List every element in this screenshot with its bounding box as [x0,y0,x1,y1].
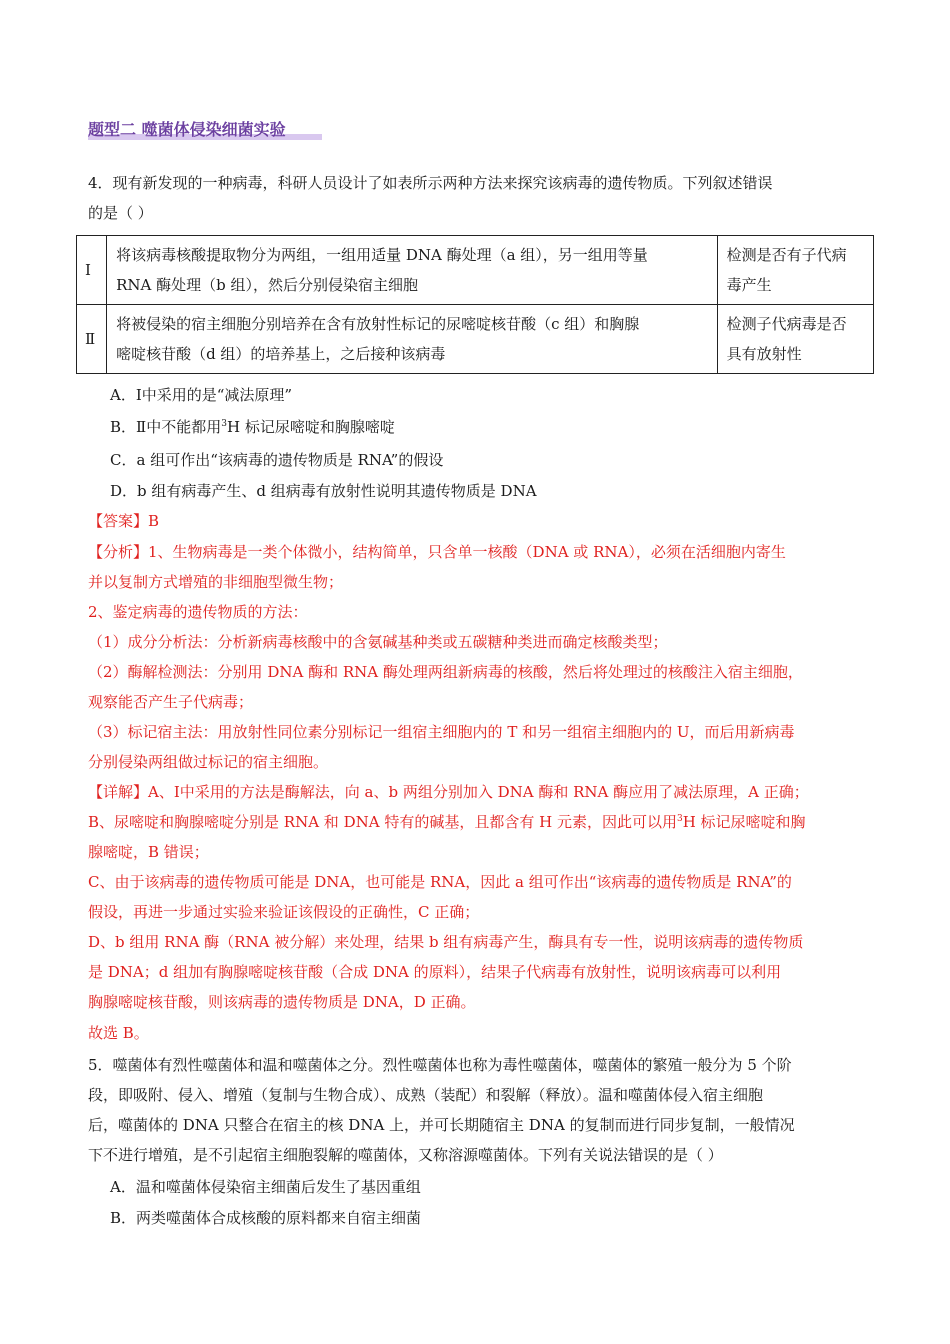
result-cell [717,305,873,374]
detail-line: C、由于该病毒的遗传物质可能是 DNA，也可能是 RNA，因此 a 组可作出“该病毒的遗传物质是 RNA”的 [88,873,792,891]
q5-option-b: B．两类噬菌体合成核酸的原料都来自宿主细菌 [110,1209,422,1227]
section-heading: 题型二 噬菌体侵染细菌实验 [88,120,286,139]
conclusion: 故选 B。 [88,1024,149,1042]
q5-stem-line: 段，即吸附、侵入、增殖（复制与生物合成）、成熟（装配）和裂解（释放）。温和噬菌体侵入宿主细胞 [88,1086,764,1104]
q5-stem-line: 5．噬菌体有烈性噬菌体和温和噬菌体之分。烈性噬菌体也称为毒性噬菌体，噬菌体的繁殖一般分为 5 个阶 [88,1056,792,1074]
method-cell [107,236,718,305]
q4-stem-line1: 4．现有新发现的一种病毒，科研人员设计了如表所示两种方法来探究该病毒的遗传物质。下列叙述错误 [88,174,773,192]
detail-line: 腺嘧啶，B 错误； [88,843,209,861]
answer: 【答案】B [88,512,160,530]
method-line: RNA 酶处理（b 组），然后分别侵染宿主细胞 [116,276,418,294]
option-b-text: B．Ⅱ中不能都用 [110,418,222,436]
q5-option-a: A．温和噬菌体侵染宿主细菌后发生了基因重组 [110,1178,421,1196]
table-row [77,305,874,374]
row-id: Ⅰ [77,236,107,305]
method-line: 将该病毒核酸提取物分为两组，一组用适量 DNA 酶处理（a 组），另一组用等量 [116,246,648,264]
detail-line: 胸腺嘧啶核苷酸，则该病毒的遗传物质是 DNA，D 正确。 [88,993,476,1011]
method-cell [107,305,718,374]
q4-option-a: A．Ⅰ中采用的是“减法原理” [110,386,293,404]
detail-line: 是 DNA；d 组加有胸腺嘧啶核苷酸（合成 DNA 的原料），结果子代病毒有放射性，说明该病毒可以利用 [88,963,782,981]
detail-line: 假设，再进一步通过实验来验证该假设的正确性，C 正确； [88,903,480,921]
detail-text: B、尿嘧啶和胸腺嘧啶分别是 RNA 和 DNA 特有的碱基，且都含有 H 元素，因此可以用 [88,813,677,831]
isotope-superscript: 3 [676,814,683,824]
detail-line: 【详解】A、Ⅰ中采用的方法是酶解法，向 a、b 两组分别加入 DNA 酶和 RNA 酶应用了减法原理，A 正确； [88,783,809,801]
method-line: 嘧啶核苷酸（d 组）的培养基上，之后接种该病毒 [116,345,446,363]
experiment-table [76,235,874,374]
detail-line: D、b 组用 RNA 酶（RNA 被分解）来处理，结果 b 组有病毒产生，酶具有专一性，说明该病毒的遗传物质 [88,933,804,951]
analysis-line: 【分析】1、生物病毒是一类个体微小，结构简单，只含单一核酸（DNA 或 RNA），必须在活细胞内寄生 [88,543,786,561]
result-cell [717,236,873,305]
q4-stem-line2: 的是（ ） [88,204,153,222]
analysis-line: （1）成分分析法：分析新病毒核酸中的含氨碱基种类或五碳糖种类进而确定核酸类型； [88,633,668,651]
option-b-text: H 标记尿嘧啶和胸腺嘧啶 [226,418,395,436]
table-row [77,236,874,305]
q4-option-c: C．a 组可作出“该病毒的遗传物质是 RNA”的假设 [110,451,444,469]
method-line: 将被侵染的宿主细胞分别培养在含有放射性标记的尿嘧啶核苷酸（c 组）和胸腺 [116,315,640,333]
q5-stem-line: 后，噬菌体的 DNA 只整合在宿主的核 DNA 上，并可长期随宿主 DNA 的复制而进行同步复制，一般情况 [88,1116,795,1134]
result-line: 检测子代病毒是否 [726,315,847,333]
row-id: Ⅱ [77,305,107,374]
analysis-line: 分别侵染两组做过标记的宿主细胞。 [88,753,329,771]
analysis-line: （3）标记宿主法：用放射性同位素分别标记一组宿主细胞内的 T 和另一组宿主细胞内的 U，而后用新病毒 [88,723,795,741]
q5-stem-line: 下不进行增殖，是不引起宿主细胞裂解的噬菌体，又称溶源噬菌体。下列有关说法错误的是（ ） [88,1146,723,1164]
result-line: 具有放射性 [726,345,802,363]
analysis-line: 并以复制方式增殖的非细胞型微生物； [88,573,344,591]
detail-line [88,807,806,837]
result-line: 检测是否有子代病 [726,246,847,264]
isotope-superscript: 3 [221,419,227,429]
detail-text: H 标记尿嘧啶和胸 [682,813,806,831]
analysis-line: 2、鉴定病毒的遗传物质的方法： [88,603,308,621]
q4-option-d: D．b 组有病毒产生、d 组病毒有放射性说明其遗传物质是 DNA [110,482,537,500]
result-line: 毒产生 [726,276,772,294]
q4-option-b [110,412,395,442]
analysis-line: 观察能否产生子代病毒； [88,693,254,711]
analysis-line: （2）酶解检测法：分别用 DNA 酶和 RNA 酶处理两组新病毒的核酸，然后将处理过的核酸注入宿主细胞， [88,663,803,681]
